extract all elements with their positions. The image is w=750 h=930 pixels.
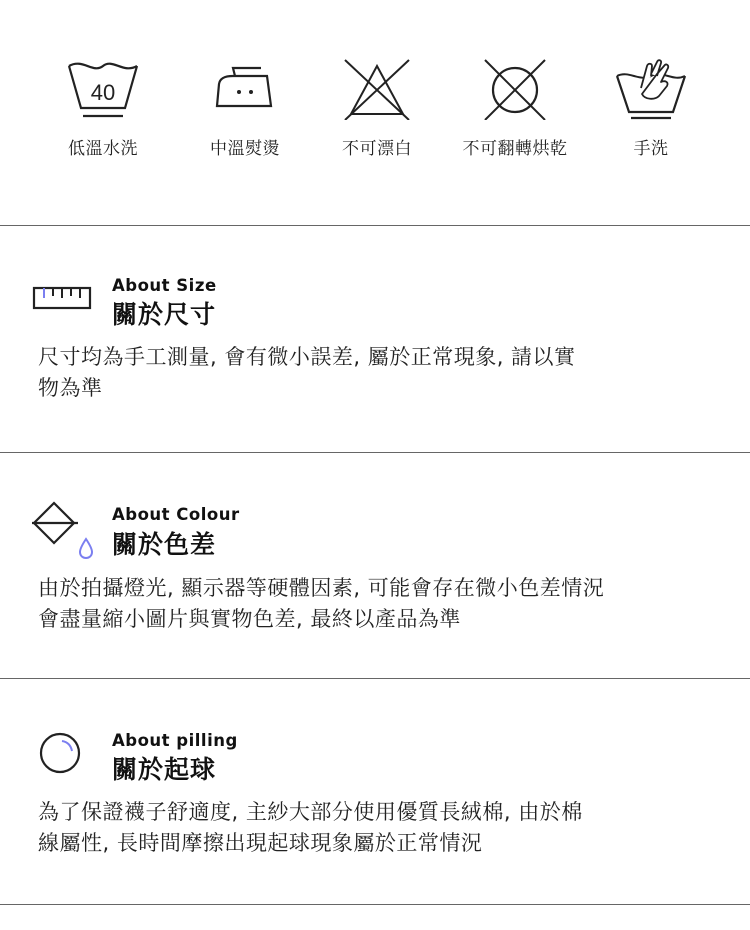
care-item-dry [445,58,585,159]
section-body [38,573,718,635]
care-label-dry: 不可翻轉烘乾 [462,139,568,159]
care-label-wash: 低溫水洗 [68,139,138,159]
colour-drop-icon [32,499,102,561]
ruler-icon [32,284,94,312]
section-title-zh: 關於起球 [112,755,217,784]
hand-wash-icon [611,58,691,120]
care-label-handwash: 手洗 [633,139,669,159]
iron-medium-icon [205,58,285,120]
section-title-en: About pilling [112,731,238,750]
body-line: 會盡量縮小圖片與實物色差, 最終以產品為準 [38,607,461,631]
body-line: 為了保證襪子舒適度, 主紗大部分使用優質長絨棉, 由於棉 [38,800,583,824]
care-label-bleach: 不可漂白 [342,139,412,159]
section-size [0,226,750,452]
divider [0,904,750,905]
no-bleach-icon [337,58,417,120]
wash-temp-text: 40 [90,80,116,105]
care-item-wash [33,58,173,159]
care-label-iron: 中溫熨燙 [210,139,280,159]
section-title-zh: 關於色差 [112,530,217,559]
section-title-en: About Size [112,276,217,295]
section-title-zh: 關於尺寸 [112,300,217,329]
section-title-en: About Colour [112,505,240,524]
section-pilling [0,679,750,905]
body-line: 由於拍攝燈光, 顯示器等硬體因素, 可能會存在微小色差情況 [38,576,605,600]
no-tumble-dry-icon [475,58,555,120]
care-item-handwash [581,58,721,159]
body-line: 物為準 [38,376,103,400]
section-body [38,342,718,404]
care-instructions [0,0,750,225]
section-colour [0,453,750,678]
section-body [38,797,718,859]
body-line: 尺寸均為手工測量, 會有微小誤差, 屬於正常現象, 請以實 [38,345,576,369]
body-line: 線屬性, 長時間摩擦出現起球現象屬於正常情況 [38,831,483,855]
care-item-iron [175,58,315,159]
wash-40-icon [63,58,143,120]
care-item-bleach [307,58,447,159]
pilling-circle-icon [38,731,84,777]
